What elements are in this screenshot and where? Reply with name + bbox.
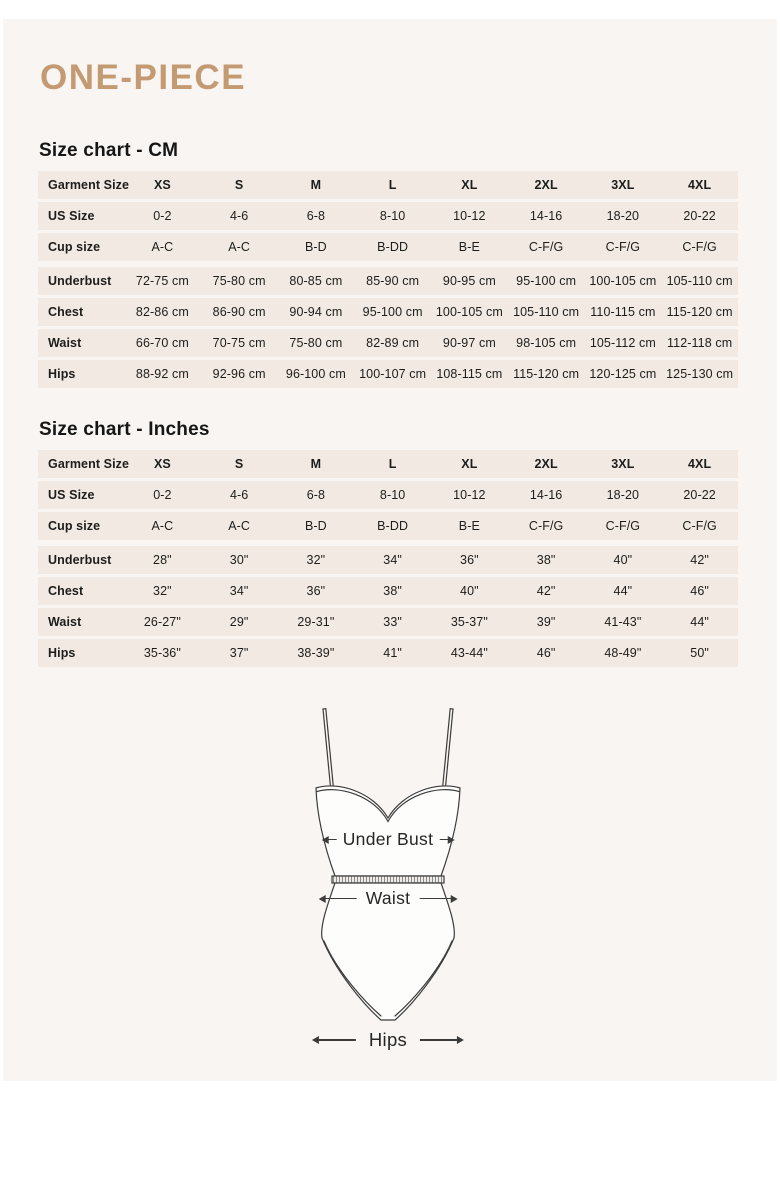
table-row	[38, 360, 738, 388]
table-cell: 92-96 cm	[212, 367, 266, 381]
table-cell: 34"	[383, 553, 402, 567]
table-cell: 44"	[613, 584, 633, 598]
table-cell: 75-80 cm	[212, 274, 266, 288]
table-header-row	[38, 171, 738, 199]
column-header: S	[234, 178, 244, 192]
row-label: Cup size	[48, 519, 101, 533]
column-header: M	[310, 457, 322, 471]
table-cell: 120-125 cm	[589, 367, 657, 381]
table-cell: 115-120 cm	[513, 367, 580, 381]
table-cell: B-D	[304, 240, 327, 254]
table-cell: 10-12	[453, 488, 486, 502]
table-cell: C-F/G	[528, 519, 564, 533]
table-cell: 39"	[536, 615, 556, 629]
row-label: US Size	[48, 488, 95, 502]
table-cell: C-F/G	[605, 519, 641, 533]
table-cell: 29"	[229, 615, 249, 629]
column-header: XS	[153, 457, 171, 471]
table-cell: 105-112 cm	[589, 336, 656, 350]
column-header: 4XL	[688, 178, 712, 192]
table-cell: 35-37"	[450, 615, 488, 629]
table-cell: 86-90 cm	[212, 305, 266, 319]
table-row	[38, 512, 738, 540]
table-cell: 82-89 cm	[366, 336, 420, 350]
hips-measure-label	[314, 1029, 462, 1051]
table-cell: 105-110 cm	[666, 274, 733, 288]
column-header: Garment Size	[48, 178, 130, 192]
table-cell: C-F/G	[605, 240, 641, 254]
size-chart-cm-section	[38, 140, 738, 388]
column-header: 4XL	[688, 457, 712, 471]
column-header: 2XL	[534, 178, 558, 192]
right-arrow-icon	[420, 1039, 462, 1041]
table-cell: 72-75 cm	[135, 274, 189, 288]
right-arrow-icon	[419, 898, 455, 900]
table-cell: 48-49"	[604, 646, 642, 660]
table-cell: 42"	[536, 584, 556, 598]
table-cell: 6-8	[306, 488, 326, 502]
column-header: L	[388, 457, 397, 471]
table-row	[38, 608, 738, 636]
left-arrow-icon	[321, 898, 357, 900]
table-cell: 40"	[460, 584, 479, 598]
table-cell: 90-97 cm	[442, 336, 496, 350]
table-cell: 10-12	[453, 209, 486, 223]
size-chart-inches-table	[38, 450, 738, 667]
table-cell: 88-92 cm	[135, 367, 189, 381]
table-cell: 105-110 cm	[513, 305, 580, 319]
table-cell: 46"	[536, 646, 556, 660]
size-chart-inches-section	[38, 419, 738, 667]
table-cell: C-F/G	[528, 240, 564, 254]
left-arrow-icon	[314, 1039, 356, 1041]
table-cell: 42"	[690, 553, 709, 567]
table-cell: 98-105 cm	[516, 336, 577, 350]
table-cell: 28"	[153, 553, 172, 567]
table-cell: 36"	[460, 553, 479, 567]
row-label: US Size	[48, 209, 95, 223]
table-cell: 26-27"	[143, 615, 181, 629]
row-label: Hips	[48, 646, 76, 660]
table-cell: 82-86 cm	[135, 305, 189, 319]
table-cell: C-F/G	[682, 240, 717, 254]
table-cell: 6-8	[306, 209, 326, 223]
table-cell: 125-130 cm	[666, 367, 734, 381]
table-cell: 100-105 cm	[589, 274, 657, 288]
table-cell: 33"	[383, 615, 402, 629]
column-header: XS	[153, 178, 171, 192]
table-cell: 70-75 cm	[212, 336, 266, 350]
table-cell: C-F/G	[682, 519, 717, 533]
table-cell: 38"	[383, 584, 402, 598]
table-cell: 43-44"	[450, 646, 488, 660]
column-header: XL	[461, 457, 478, 471]
table-cell: A-C	[228, 240, 251, 254]
table-cell: 100-105 cm	[435, 305, 503, 319]
size-chart-cm-table	[38, 171, 738, 388]
table-row	[38, 639, 738, 667]
table-cell: 35-36"	[143, 646, 181, 660]
row-label: Underbust	[48, 274, 112, 288]
table-cell: 80-85 cm	[289, 274, 343, 288]
table-cell: 29-31"	[297, 615, 335, 629]
column-header: M	[310, 178, 322, 192]
table-cell: 8-10	[379, 209, 406, 223]
table-cell: 8-10	[379, 488, 406, 502]
row-label: Waist	[48, 336, 82, 350]
table-cell: 90-94 cm	[289, 305, 343, 319]
table-cell: 32"	[306, 553, 326, 567]
table-cell: A-C	[151, 519, 174, 533]
table-cell: 36"	[306, 584, 326, 598]
table-cell: 85-90 cm	[366, 274, 420, 288]
table-row	[38, 577, 738, 605]
row-label: Chest	[48, 584, 84, 598]
table-cell: 90-95 cm	[442, 274, 496, 288]
hips-label: Hips	[368, 1029, 408, 1050]
table-cell: 96-100 cm	[285, 367, 346, 381]
table-cell: B-DD	[377, 519, 409, 533]
waist-measure-label	[321, 888, 456, 909]
table-cell: 18-20	[606, 488, 640, 502]
table-cell: 46"	[690, 584, 709, 598]
table-cell: 0-2	[153, 209, 172, 223]
table-cell: 38-39"	[297, 646, 335, 660]
size-chart-inches-heading: Size chart - Inches	[39, 419, 210, 440]
table-cell: A-C	[151, 240, 174, 254]
table-cell: 110-115 cm	[590, 305, 656, 319]
row-label: Chest	[48, 305, 84, 319]
table-cell: 108-115 cm	[436, 367, 503, 381]
column-header: L	[388, 178, 397, 192]
row-label: Hips	[48, 367, 76, 381]
table-cell: 32"	[153, 584, 172, 598]
row-label: Underbust	[48, 553, 112, 567]
table-cell: 4-6	[229, 209, 249, 223]
table-cell: 95-100 cm	[516, 274, 577, 288]
page-title: ONE-PIECE	[40, 58, 247, 97]
column-header: 3XL	[611, 457, 635, 471]
column-header: Garment Size	[48, 457, 130, 471]
table-header-row	[38, 450, 738, 478]
table-cell: 112-118 cm	[667, 336, 733, 350]
table-cell: A-C	[228, 519, 251, 533]
table-cell: 34"	[229, 584, 249, 598]
table-cell: B-E	[458, 240, 480, 254]
table-row	[38, 546, 738, 574]
table-cell: 40"	[613, 553, 633, 567]
one-piece-measurement-diagram	[278, 700, 498, 1058]
table-row	[38, 267, 738, 295]
table-row	[38, 329, 738, 357]
table-cell: 14-16	[529, 209, 563, 223]
waistband	[332, 876, 444, 883]
table-cell: 75-80 cm	[289, 336, 343, 350]
table-cell: 37"	[229, 646, 249, 660]
left-arrow-icon	[324, 839, 337, 841]
column-header: 2XL	[534, 457, 558, 471]
table-cell: 4-6	[229, 488, 249, 502]
table-cell: 38"	[536, 553, 556, 567]
table-cell: 115-120 cm	[666, 305, 733, 319]
swimsuit-outline-drawing	[278, 700, 498, 1058]
waist-label: Waist	[365, 888, 411, 908]
table-cell: 100-107 cm	[359, 367, 427, 381]
table-cell: 95-100 cm	[362, 305, 423, 319]
table-cell: B-E	[458, 519, 480, 533]
table-cell: 14-16	[529, 488, 563, 502]
row-label: Cup size	[48, 240, 101, 254]
size-guide-panel	[3, 19, 777, 1081]
table-row	[38, 202, 738, 230]
table-cell: 18-20	[606, 209, 640, 223]
table-cell: 41"	[383, 646, 402, 660]
table-cell: 66-70 cm	[135, 336, 189, 350]
table-cell: 30"	[229, 553, 249, 567]
table-cell: 50"	[690, 646, 709, 660]
table-row	[38, 481, 738, 509]
table-row	[38, 233, 738, 261]
underbust-label: Under Bust	[342, 829, 434, 849]
table-cell: B-DD	[377, 240, 409, 254]
row-label: Waist	[48, 615, 82, 629]
table-row	[38, 298, 738, 326]
column-header: XL	[461, 178, 478, 192]
table-cell: 0-2	[153, 488, 172, 502]
table-cell: B-D	[304, 519, 327, 533]
table-cell: 20-22	[683, 488, 716, 502]
table-cell: 44"	[690, 615, 709, 629]
column-header: 3XL	[611, 178, 635, 192]
right-arrow-icon	[439, 839, 452, 841]
size-chart-cm-heading: Size chart - CM	[39, 140, 179, 161]
table-cell: 20-22	[683, 209, 716, 223]
column-header: S	[234, 457, 244, 471]
underbust-measure-label	[324, 829, 453, 850]
table-cell: 41-43"	[604, 615, 642, 629]
